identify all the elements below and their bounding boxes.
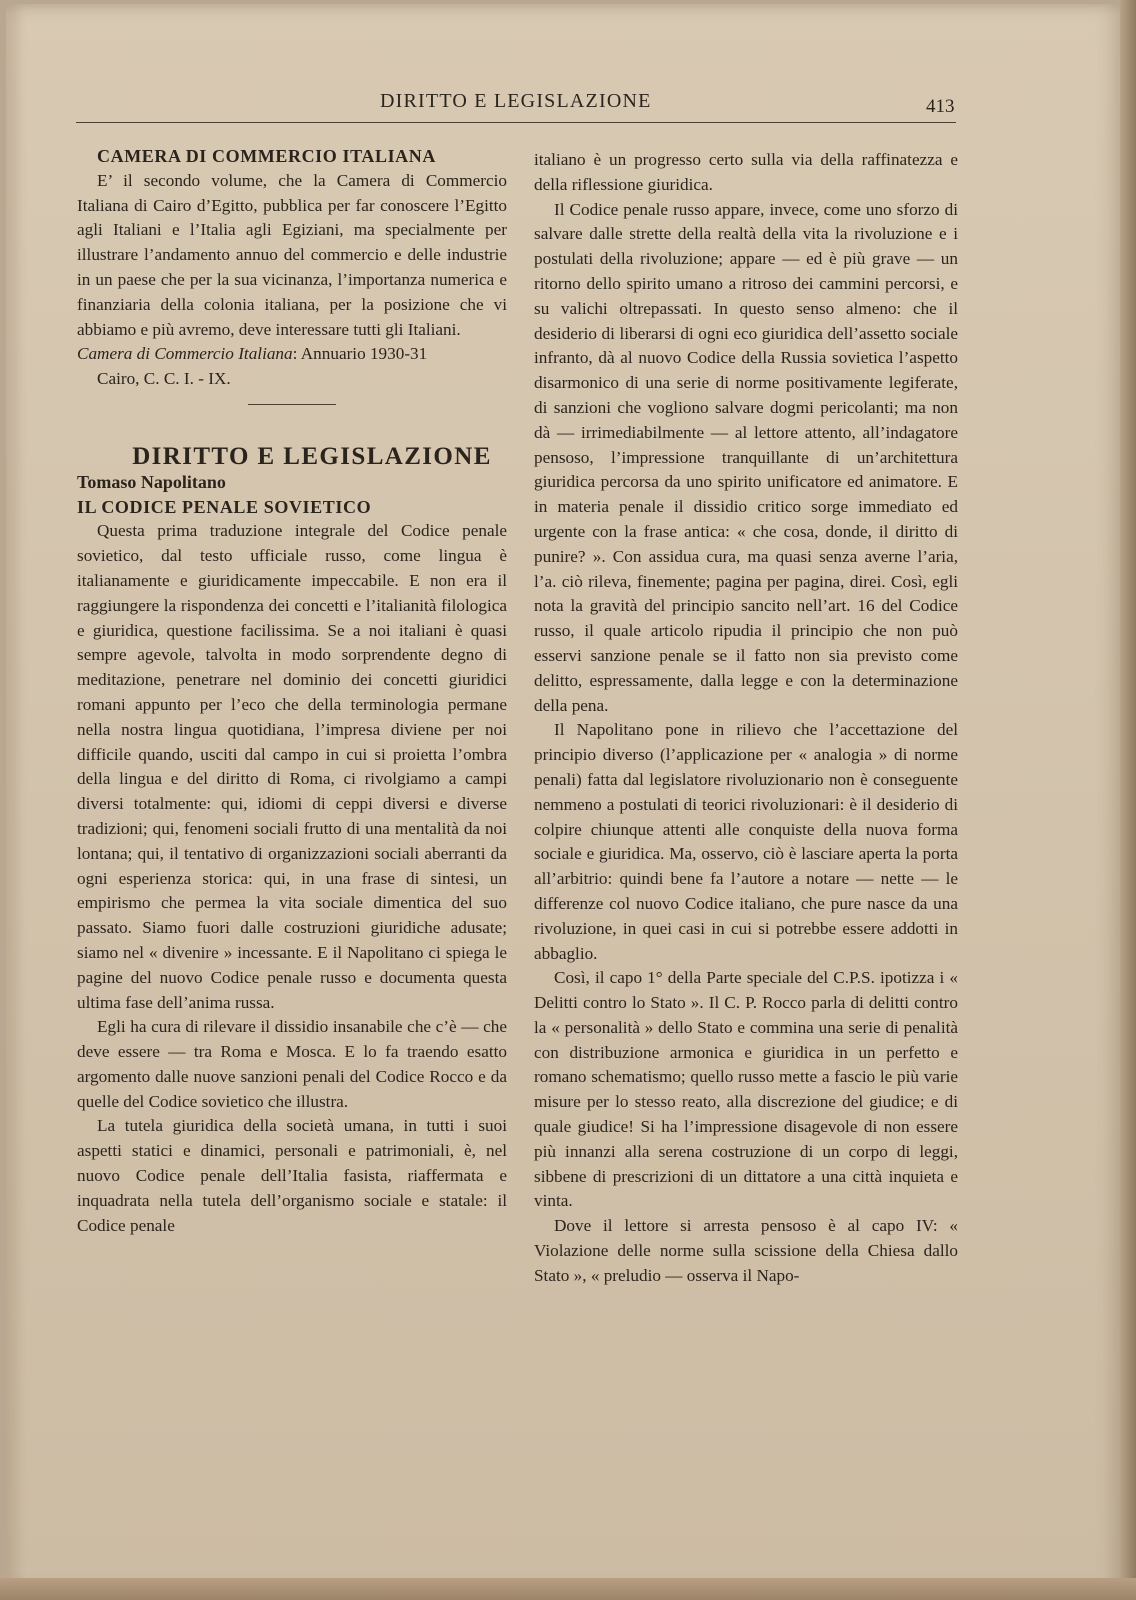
running-head: DIRITTO E LEGISLAZIONE bbox=[380, 90, 652, 112]
body-paragraph: Così, il capo 1° della Parte speciale del C.P.S. ipotizza i « Delitti contro lo Stato ». Il C. P. Rocco parla di delitti contro la « personalità » dello Stato e commina una serie di penalità con distribuzione armonica e giuridica in un perfetto e romano schematismo; quello russo mette a fascio le più varie misure per lo stesso reato, alla discrezione del giudice; e di quale giudice! Si ha l’impressione disagevole di non essere più innanzi alla serena costruzione di un corpo di leggi, sibbene di prescrizioni di un dittatore a una città inquieta e vinta. bbox=[534, 968, 958, 1211]
section-heading-diritto: DIRITTO E LEGISLAZIONE bbox=[132, 442, 492, 470]
page-number: 413 bbox=[926, 96, 955, 117]
source-title: Camera di Commercio Italiana bbox=[77, 344, 293, 364]
body-paragraph: Il Napolitano pone in rilievo che l’accettazione del principio diverso (l’applicazione per « analogia » di norme penali) fatta dal legislatore rivoluzionario non è conseguente nemmeno a postulati di teorici rivoluzionari: è il desiderio di colpire chiunque attenti alle conquiste della nuova forma sociale e giuridica. Ma, osservo, ciò è lasciare aperta la porta all’arbitrio: quindi bene fa l’autore a notare — nette — le differenze col nuovo Codice italiano, che pure nasce da una rivoluzione, in quei casi in cui si potrebbe essere addotti in abbaglio. bbox=[534, 720, 958, 963]
book-fore-edge bbox=[1120, 0, 1136, 1600]
review-author: Tomaso Napolitano bbox=[77, 471, 226, 492]
source-line-2: Cairo, C. C. I. - IX. bbox=[97, 369, 231, 389]
camera-paragraph: E’ il secondo volume, che la Camera di Commercio Italiana di Cairo d’Egitto, pubblica per far conoscere l’Egitto agli Italiani e l’Italia agli Egiziani, ma specialmente per illustrare l’andamento annuo del commercio e delle industrie in un paese che per la sua vicinanza, l’importanza numerica e finanziaria della colonia italiana, per la posizione che vi abbiamo e più avremo, deve interessare tutti gli Italiani. bbox=[77, 170, 507, 339]
review-paragraph: La tutela giuridica della società umana, in tutti i suoi aspetti statici e dinamici, personali e patrimoniali, è, nel nuovo Codice penale dell’Italia fasista, riaffermata e inquadrata nella tutela dell’organismo sociale e statale: il Codice penale bbox=[77, 1116, 507, 1235]
source-citation bbox=[77, 342, 507, 367]
book-bottom-edge bbox=[0, 1578, 1136, 1600]
book-page bbox=[6, 4, 1128, 1592]
left-column bbox=[77, 144, 507, 1238]
header-rule bbox=[76, 122, 956, 123]
section-divider bbox=[248, 404, 336, 405]
section-heading-camera: CAMERA DI COMMERCIO ITALIANA bbox=[97, 146, 436, 166]
source-detail: : Annuario 1930-31 bbox=[292, 344, 428, 364]
review-title: IL CODICE PENALE SOVIETICO bbox=[77, 496, 372, 517]
review-paragraph: Egli ha cura di rilevare il dissidio insanabile che c’è — che deve essere — tra Roma e Mosca. E lo fa traendo esatto argomento dalle nuove sanzioni penali del Codice Rocco e da quelle del Codice sovietico che illustra. bbox=[77, 1017, 507, 1111]
right-column bbox=[534, 148, 958, 1289]
review-paragraph: Questa prima traduzione integrale del Codice penale sovietico, dal testo ufficiale russo, come lingua è italianamente e giuridicamente impeccabile. E non era il raggiungere la rispondenza dei concetti e l’italianità filologica e giuridica, questione facilissima. Se a noi italiani è quasi sempre agevole, talvolta in modo sorprendente degno di meditazione, penetrare nel dominio dei concetti giuridici romani appunto per l’eco che della terminologia permane nella nostra lingua quotidiana, l’impresa diviene per noi difficile quando, usciti dal campo in cui si proietta l’ombra della lingua e del diritto di Roma, ci rivolgiamo a campi diversi totalmente: qui, idiomi di ceppi diversi e diverse tradizioni; qui, fenomeni sociali frutto di una mentalità da noi lontana; qui, il tentativo di organizzazioni sociali aberranti da ogni esperienza storica: qui, in una frase di sintesi, un empirismo che permea la vita sociale dimentica del suo passato. Siamo fuori dalle costruzioni giuridiche adusate; siamo nel « divenire » incessante. E il Napolitano ci spiega le pagine del nuovo Codice penale russo e documenta questa ultima fase dell’anima russa. bbox=[77, 521, 507, 1012]
body-paragraph: Dove il lettore si arresta pensoso è al capo IV: « Violazione delle norme sulla scissione della Chiesa dallo Stato », « preludio — osserva il Napo- bbox=[534, 1216, 958, 1285]
body-paragraph: Il Codice penale russo appare, invece, come uno sforzo di salvare dalle strette della realtà della vita la rivoluzione e i postulati della rivoluzione; appare — ed è più grave — un ritorno dello spirito umano a ritroso dei cammini percorsi, e su valichi oltrepassati. In questo senso almeno: che il desiderio di liberarsi di ogni eco giuridica dell’assetto sociale infranto, dà al nuovo Codice della Russia sovietica l’aspetto disarmonico di una serie di norme positivamente legiferate, di sanzioni che vogliono salvare dogmi pericolanti; ma non dà — irrimediabilmente — al lettore attento, all’indagatore pensoso, l’impressione tranquillante di un’architettura giuridica percorsa da uno spirito unificatore ed animatore. E in materia penale il dissidio critico sorge immediato ed urgente con la frase antica: « che cosa, donde, il diritto di punire? ». Con assidua cura, ma quasi senza averne l’aria, l’a. ciò rileva, finemente; pagina per pagina, direi. Così, egli nota la gravità del principio sancito nell’art. 16 del Codice russo, il quale articolo ripudia il principio che non può esservi sanzione penale se il fatto non sia previsto come delitto, espressamente, dalla legge e con la determinazione della pena. bbox=[534, 199, 958, 715]
continued-paragraph: italiano è un progresso certo sulla via della raffinatezza e della riflessione giuridica. bbox=[534, 150, 958, 194]
